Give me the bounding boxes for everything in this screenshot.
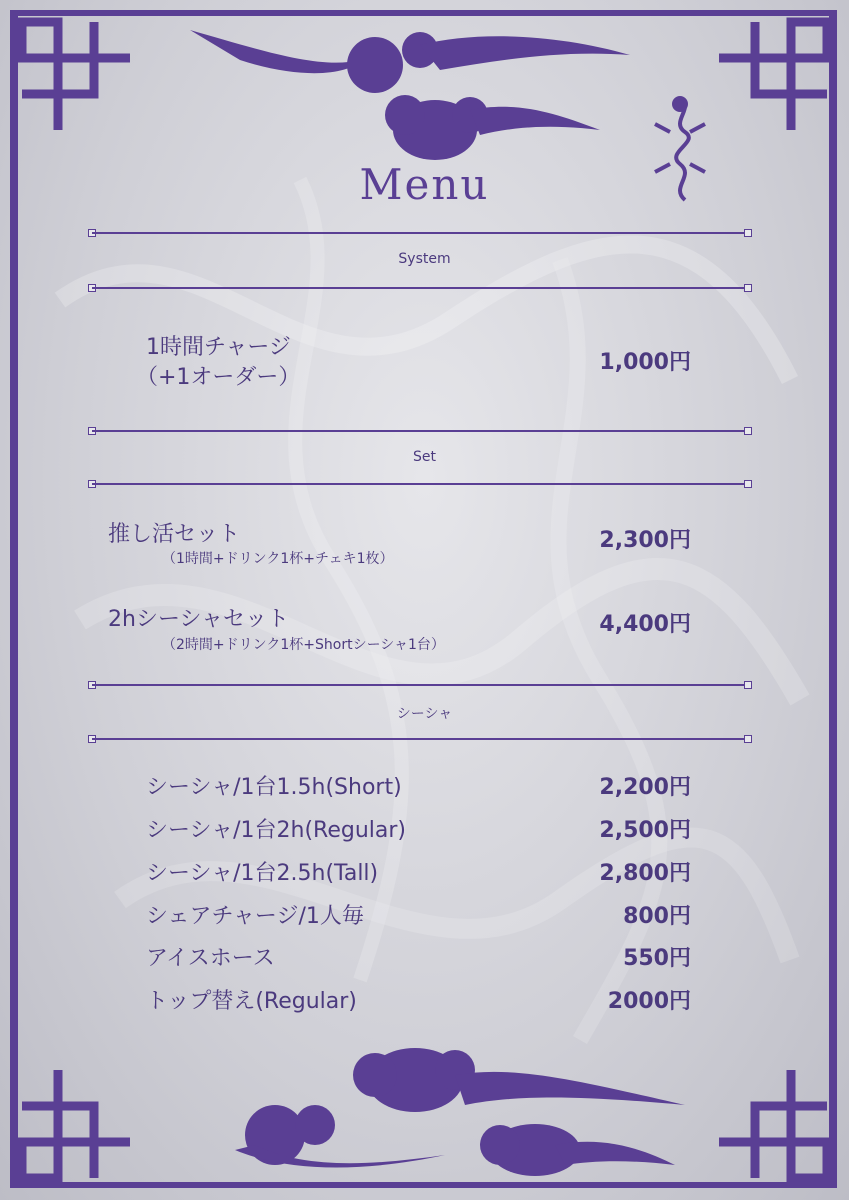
corner-knot-icon [10, 10, 130, 130]
menu-item-price: 4,400円 [599, 612, 691, 637]
menu-item-price: 1,000円 [599, 350, 691, 375]
divider [88, 284, 752, 292]
menu-item-name: アイスホース [146, 946, 275, 971]
menu-item-detail: （2時間+ドリンク1杯+Shortシーシャ1台） [162, 637, 445, 653]
menu-item-name: 推し活セット [108, 522, 241, 547]
divider [88, 427, 752, 435]
menu-item-name: シーシャ/1台2h(Regular) [146, 818, 407, 843]
divider [88, 735, 752, 743]
corner-knot-icon [719, 10, 839, 130]
menu-item-price: 800円 [623, 904, 691, 929]
menu-item-price: 2,800円 [599, 861, 691, 886]
corner-knot-icon [10, 1070, 130, 1190]
menu-item-price: 550円 [623, 946, 691, 971]
cloud-ornament-icon [215, 1035, 685, 1185]
cloud-ornament-icon [180, 20, 640, 170]
section-label-shisha: シーシャ [396, 706, 453, 722]
divider [88, 681, 752, 689]
menu-item-price: 2,300円 [599, 528, 691, 553]
menu-item-name: シーシャ/1台1.5h(Short) [146, 775, 402, 800]
section-label-set: Set [413, 449, 436, 465]
menu-item-price: 2,500円 [599, 818, 691, 843]
menu-item-name: 2hシーシャセット [108, 607, 290, 632]
divider [88, 480, 752, 488]
page-title: Menu [359, 160, 490, 209]
menu-item-detail: （1時間+ドリンク1杯+チェキ1枚） [162, 551, 394, 567]
menu-item-price: 2,200円 [599, 775, 691, 800]
menu-item-name: 1時間チャージ [146, 335, 291, 360]
menu-item-price: 2000円 [607, 989, 691, 1014]
menu-item-name: シーシャ/1台2.5h(Tall) [146, 861, 379, 886]
menu-item-name: シェアチャージ/1人毎 [146, 904, 364, 929]
section-label-system: System [398, 251, 451, 267]
corner-knot-icon [719, 1070, 839, 1190]
menu-item-name: トップ替え(Regular) [146, 989, 357, 1014]
menu-item-note: （+1オーダー） [136, 365, 301, 390]
divider [88, 229, 752, 237]
